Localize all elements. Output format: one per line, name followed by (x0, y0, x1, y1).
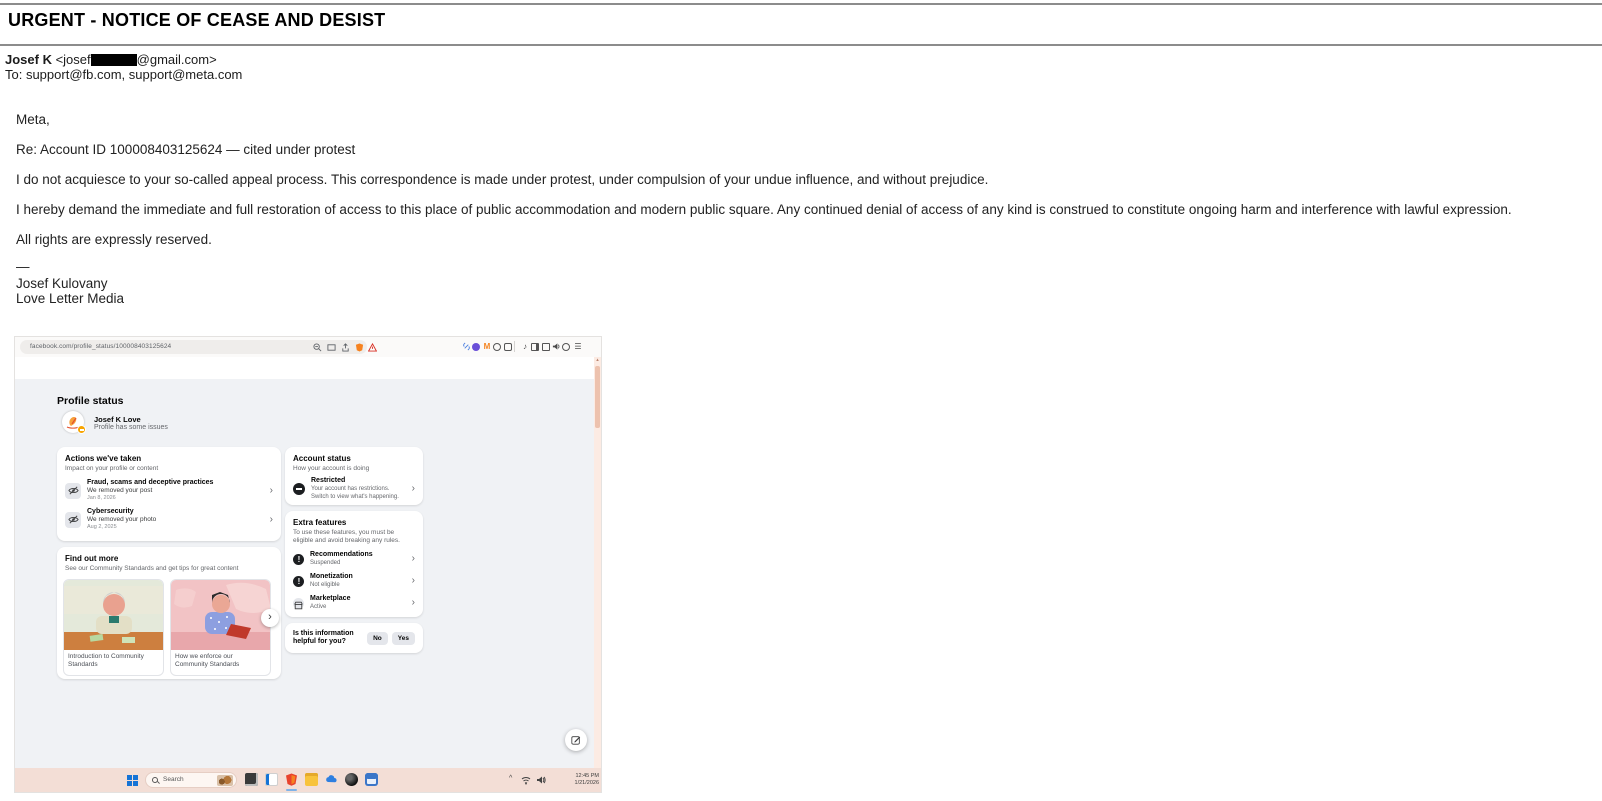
chevron-right-icon: › (269, 484, 273, 496)
link-extension-icon[interactable] (462, 342, 471, 351)
monetization-item[interactable] (293, 573, 415, 589)
media-icon[interactable]: ♪ (523, 342, 527, 351)
feature-status: Suspended (310, 560, 341, 566)
compose-fab-button[interactable] (565, 729, 587, 751)
email-paragraph-2: I hereby demand the immediate and full restoration of access to this place of public accommodation and modern public square. Any continued denial of access of any kind is construed to constitute ongoing harm and interference with lawful expression. (16, 202, 1512, 217)
taskbar-search[interactable] (145, 772, 237, 788)
embedded-screenshot (15, 337, 601, 792)
account-status-card (285, 447, 423, 505)
scrollbar-thumb[interactable] (595, 366, 600, 428)
profile-status-page (15, 379, 601, 768)
purple-extension-icon[interactable] (472, 343, 480, 351)
search-highlight-image (217, 775, 233, 786)
zoom-icon[interactable] (313, 343, 322, 352)
clock-time: 12:45 PM (575, 773, 599, 779)
action-item-desc: We removed your photo (87, 516, 157, 523)
toolbar-divider (514, 341, 515, 352)
subject-divider (0, 44, 1602, 46)
feedback-card (285, 623, 423, 653)
windows-taskbar (15, 768, 601, 792)
taskbar-clock[interactable] (553, 773, 599, 787)
chevron-right-icon: › (411, 483, 415, 494)
page-scrollbar[interactable] (594, 357, 601, 768)
find-out-more-card (57, 547, 281, 679)
taskbar-app-icon-1[interactable] (245, 773, 258, 786)
signature-name: Josef Kulovany (16, 276, 108, 291)
email-paragraph-3: All rights are expressly reserved. (16, 232, 212, 247)
extra-card-subtitle: To use these features, you must be eligible and avoid breaking any rules. (293, 529, 400, 544)
reading-list-icon[interactable] (542, 343, 550, 351)
feature-status: Not eligible (310, 582, 340, 588)
action-item-desc: We removed your post (87, 487, 153, 494)
hidden-eye-icon (65, 512, 81, 528)
signature-org: Love Letter Media (16, 291, 125, 306)
brave-shield-icon[interactable] (355, 343, 364, 352)
chevron-right-icon: › (269, 513, 273, 525)
hidden-eye-icon (65, 483, 81, 499)
email-re-line: Re: Account ID 100008403125624 — cited under protest (16, 142, 356, 157)
reader-mode-icon[interactable] (327, 343, 336, 352)
redaction-box (91, 54, 137, 66)
browser-toolbar (15, 337, 601, 357)
exclamation-circle-icon (293, 576, 304, 587)
email-to-line: To: support@fb.com, support@meta.com (5, 67, 243, 82)
action-item-fraud[interactable] (65, 479, 273, 502)
restricted-desc: Your account has restrictions. Switch to view what's happening. (311, 486, 399, 500)
actions-card-title: Actions we've taken (65, 454, 142, 463)
find-card-title: Find out more (65, 554, 119, 563)
file-explorer-icon[interactable] (305, 773, 318, 786)
email-from-line (5, 52, 217, 67)
email-subject: URGENT - NOTICE OF CEASE AND DESIST (8, 10, 386, 30)
search-placeholder: Search (163, 776, 184, 783)
taskbar-shield-browser-icon[interactable] (285, 773, 298, 786)
actions-card-subtitle: Impact on your profile or content (65, 465, 159, 472)
mini-card-caption: How we enforce our Community Standards (175, 653, 240, 668)
warning-triangle-icon[interactable] (368, 343, 377, 352)
minus-circle-icon (293, 483, 305, 495)
action-item-date: Aug 2, 2025 (87, 524, 117, 530)
feature-title: Recommendations (310, 551, 373, 558)
person-laptop-illustration (171, 580, 271, 650)
sender-name: Josef K (5, 52, 52, 67)
action-item-cybersecurity[interactable] (65, 508, 273, 531)
action-item-title: Fraud, scams and deceptive practices (87, 479, 214, 486)
feature-title: Monetization (310, 573, 353, 580)
scroll-up-arrow-icon[interactable]: ▴ (596, 357, 599, 363)
sender-email-suffix: @gmail.com> (136, 52, 217, 67)
community-standards-intro-card[interactable] (63, 579, 164, 676)
start-button-icon[interactable] (127, 775, 138, 786)
sender-email-prefix: <josef (51, 52, 91, 67)
profile-status-text: Profile has some issues (94, 424, 168, 431)
top-divider (0, 3, 1602, 5)
round-extension-icon[interactable] (493, 343, 501, 351)
facebook-nav-bar (15, 357, 601, 379)
calculator-icon[interactable] (365, 773, 378, 786)
signature-dash: — (16, 259, 30, 274)
account-card-subtitle: How your account is doing (293, 465, 370, 472)
feedback-question: Is this information helpful for you? (293, 630, 354, 645)
active-app-indicator (286, 789, 297, 791)
email-greeting: Meta, (16, 112, 50, 127)
sidebar-icon[interactable] (531, 343, 539, 351)
find-card-subtitle: See our Community Standards and get tips for great content (65, 565, 239, 572)
extra-card-title: Extra features (293, 518, 347, 527)
profile-name: Josef K Love (94, 415, 141, 424)
carousel-next-button[interactable]: › (261, 609, 279, 627)
restricted-title: Restricted (311, 477, 346, 484)
actions-taken-card (57, 447, 281, 541)
feature-status: Active (310, 604, 327, 610)
chevron-right-icon: › (411, 597, 415, 608)
dark-sphere-app-icon[interactable] (345, 773, 358, 786)
community-standards-enforce-card[interactable] (170, 579, 271, 676)
box-extension-icon[interactable] (504, 343, 512, 351)
page-title: Profile status (57, 395, 124, 407)
account-card-title: Account status (293, 454, 351, 463)
storefront-circle-icon (293, 598, 304, 609)
target-icon[interactable] (562, 343, 570, 351)
taskbar-app-icon-2[interactable] (265, 773, 278, 786)
search-icon (152, 777, 158, 783)
feedback-no-button[interactable]: No (367, 632, 388, 645)
address-bar[interactable] (20, 340, 367, 354)
action-item-date: Jan 8, 2026 (87, 495, 116, 501)
restricted-item[interactable] (293, 477, 415, 501)
share-icon[interactable] (341, 343, 350, 352)
tray-expand-caret-icon[interactable]: ^ (509, 775, 513, 782)
email-paragraph-1: I do not acquiesce to your so-called appeal process. This correspondence is made under protest, under compulsion of your undue influence, and without prejudice. (16, 172, 989, 187)
clock-date: 1/21/2026 (574, 780, 599, 786)
wifi-icon[interactable] (521, 775, 531, 785)
action-item-title: Cybersecurity (87, 508, 134, 515)
feedback-yes-button[interactable]: Yes (392, 632, 415, 645)
onedrive-cloud-icon[interactable] (325, 773, 338, 786)
metamask-extension-icon[interactable]: M (483, 342, 491, 351)
mini-card-caption: Introduction to Community Standards (68, 653, 144, 668)
chevron-right-icon: › (411, 575, 415, 586)
feature-title: Marketplace (310, 595, 351, 602)
exclamation-circle-icon (293, 554, 304, 565)
volume-icon[interactable] (536, 775, 546, 785)
chevron-right-icon: › (411, 553, 415, 564)
marketplace-item[interactable] (293, 595, 415, 611)
url-text: facebook.com/profile_status/100008403125624 (30, 343, 172, 350)
menu-icon[interactable]: ☰ (574, 342, 582, 351)
speaker-icon[interactable] (552, 342, 561, 351)
edit-pencil-icon (571, 735, 581, 745)
extra-features-card (285, 511, 423, 617)
recommendations-item[interactable] (293, 551, 415, 567)
man-at-desk-illustration (64, 580, 164, 650)
restricted-badge-icon (77, 425, 86, 434)
